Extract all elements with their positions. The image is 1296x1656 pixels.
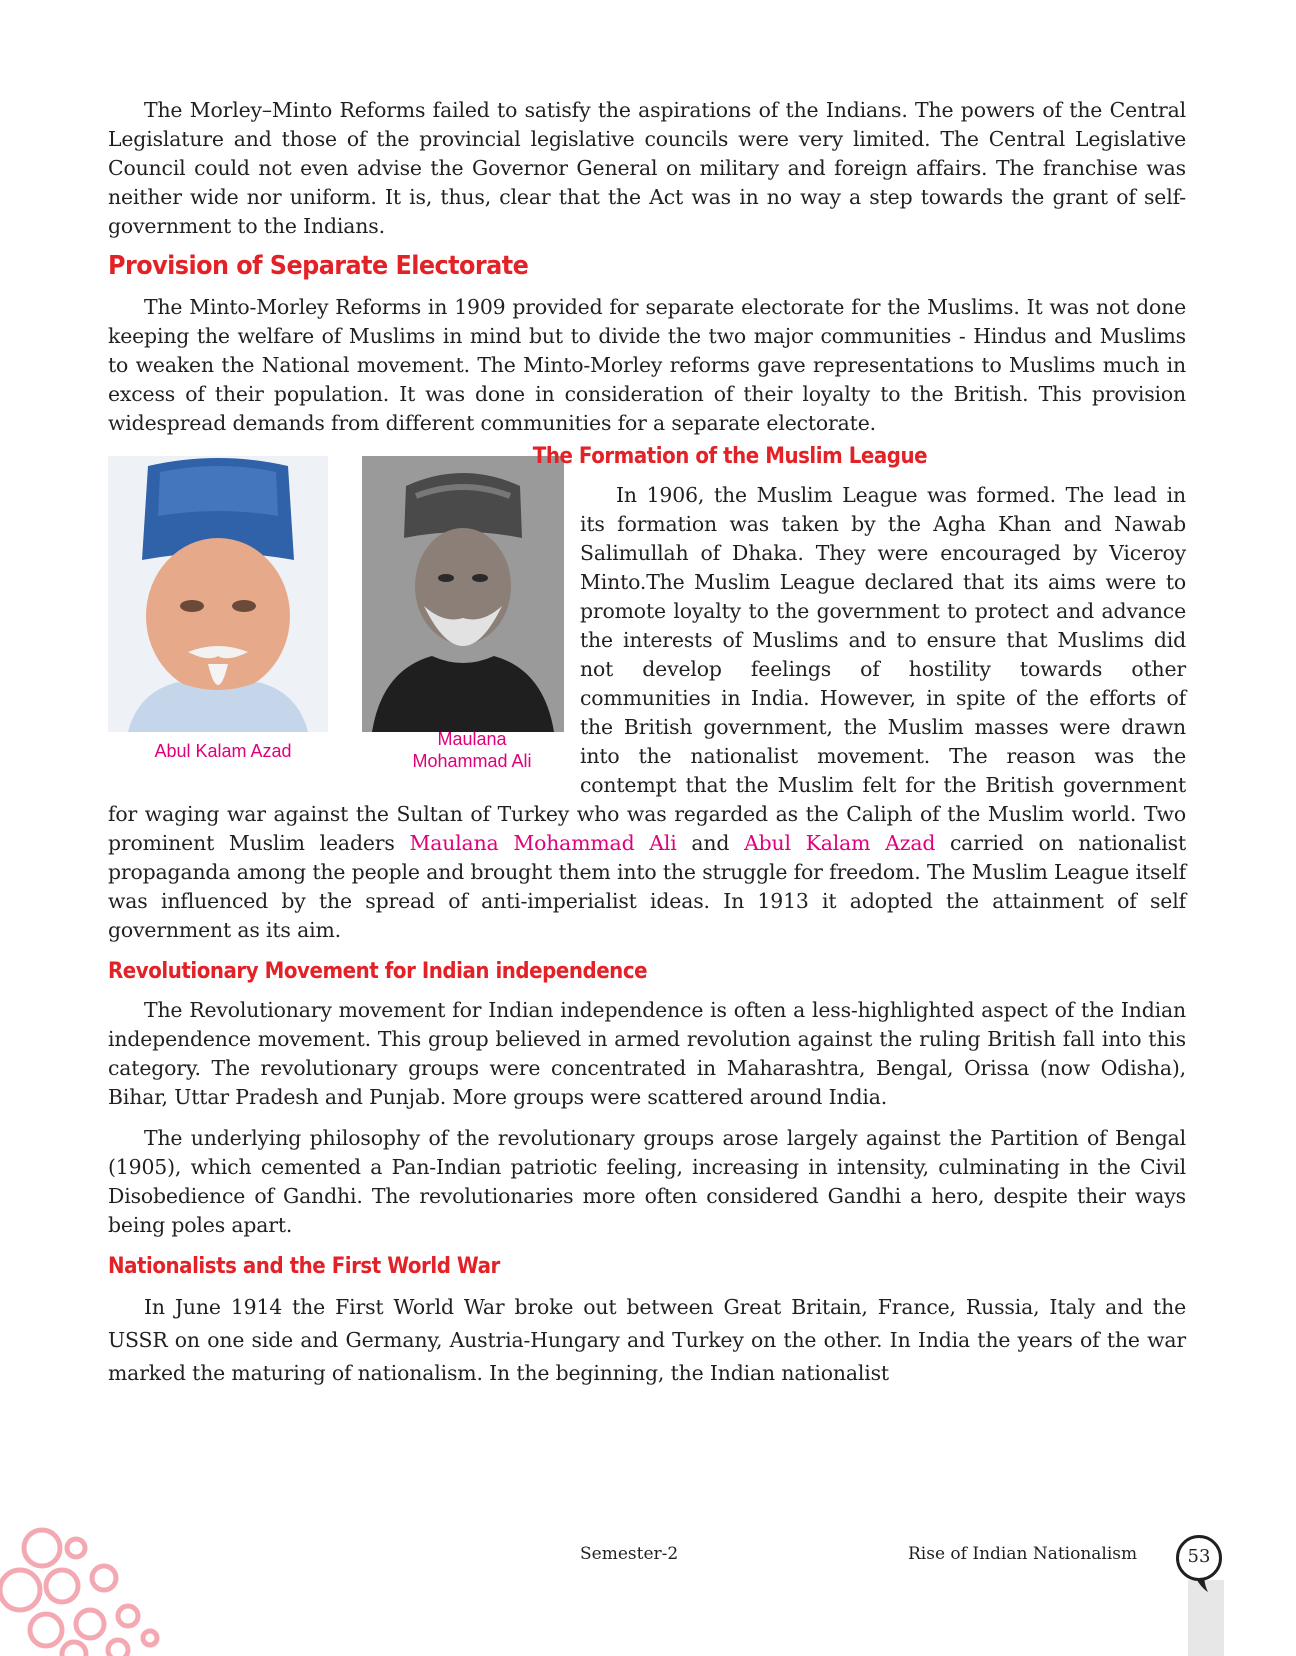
portrait-maulana-mohammad-ali — [362, 456, 564, 732]
caption-maulana-mohammad-ali — [392, 728, 552, 772]
paragraph-intro: The Morley–Minto Reforms failed to satisfy the aspirations of the Indians. The powers of the Central Legislature and those of the provincial legislative councils were very limited. The Central Legislative Council could not even advise the Governor General on military and foreign affairs. The franchise was neither wide nor uniform. It is, thus, clear that the Act was in no way a step towards the grant of self-government to the Indians. — [108, 98, 1186, 238]
caption-abul-kalam-azad: Abul Kalam Azad — [154, 741, 292, 761]
portraits-figure — [108, 442, 570, 782]
paragraph-revolutionary-1: The Revolutionary movement for Indian independence is often a less-highlighted aspect of the Indian independence movement. This group believed in armed revolution against the ruling British fall into this category. The revolutionary groups were concentrated in Maharashtra, Bengal, Orissa (now Odisha), Bihar, Uttar Pradesh and Punjab. More groups were scattered around India. — [108, 998, 1186, 1109]
paragraph-revolutionary-2: The underlying philosophy of the revolutionary groups arose largely against the Partition of Bengal (1905), which cemented a Pan-Indian patriotic feeling, increasing in intensity, culminating in the Civil Disobedience of Gandhi. The revolutionaries more often considered Gandhi a hero, despite their ways being poles apart. — [108, 1126, 1186, 1237]
paragraph-first-world-war: In June 1914 the First World War broke out between Great Britain, France, Russia, Italy and the USSR on one side and Germany, Austria-Hungary and Turkey on the other. In India the years of the war marked the maturing of nationalism. In the beginning, the Indian nationalist — [108, 1295, 1186, 1385]
footer-semester: Semester-2 — [580, 1544, 679, 1564]
muslim-league-text-2: carried on nationalist propaganda among the people and brought them into the struggle for freedom. The Muslim League itself was influenced by the spread of anti-imperialist ideas. In 1913 it adopted the attainment of self government as its aim. — [108, 831, 1187, 942]
highlight-abul-kalam-azad: Abul Kalam Azad — [744, 831, 936, 855]
heading-revolutionary-movement: Revolutionary Movement for Indian independence — [108, 959, 648, 984]
caption-ali-line2: Mohammad Ali — [412, 751, 532, 771]
decorative-circles-icon — [0, 1526, 170, 1656]
page-body — [108, 96, 1186, 1390]
heading-muslim-league: The Formation of the Muslim League — [532, 444, 928, 469]
heading-separate-electorate: Provision of Separate Electorate — [108, 251, 529, 281]
footer-chapter-title: Rise of Indian Nationalism — [908, 1544, 1138, 1564]
muslim-league-text-1: In 1906, the Muslim League was formed. The lead in its formation was taken by the Agha Khan and Nawab Salimullah of Dhaka. They were encouraged by Viceroy Minto.The Muslim League declared that its aims were to promote loyalty to the government to protect and advance the interests of Muslims and to ensure that Muslims did not develop feelings of hostility towards other communities in India. However, in spite of the efforts of the British government, the Muslim masses were drawn into the nationalist movement. The reason was the contempt that the Muslim felt for the British government for waging war against the Sultan of Turkey who was regarded as the Caliph of the Muslim world. Two prominent Muslim leaders — [108, 483, 1186, 855]
caption-ali-line1: Maulana — [437, 729, 507, 749]
highlight-maulana-mohammad-ali: Maulana Mohammad Ali — [409, 831, 677, 855]
paragraph-separate-electorate: The Minto-Morley Reforms in 1909 provided for separate electorate for the Muslims. It was not done keeping the welfare of Muslims in mind but to divide the two major communities - Hindus and Muslims to weaken the National movement. The Minto-Morley reforms gave representations to Muslims much in excess of their population. It was done in consideration of their loyalty to the British. This provision widespread demands from different communities for a separate electorate. — [108, 295, 1186, 435]
portrait-abul-kalam-azad — [108, 456, 328, 732]
page-number-badge: 53 — [1176, 1535, 1222, 1581]
heading-first-world-war: Nationalists and the First World War — [108, 1254, 500, 1279]
muslim-league-text-and: and — [676, 831, 745, 855]
